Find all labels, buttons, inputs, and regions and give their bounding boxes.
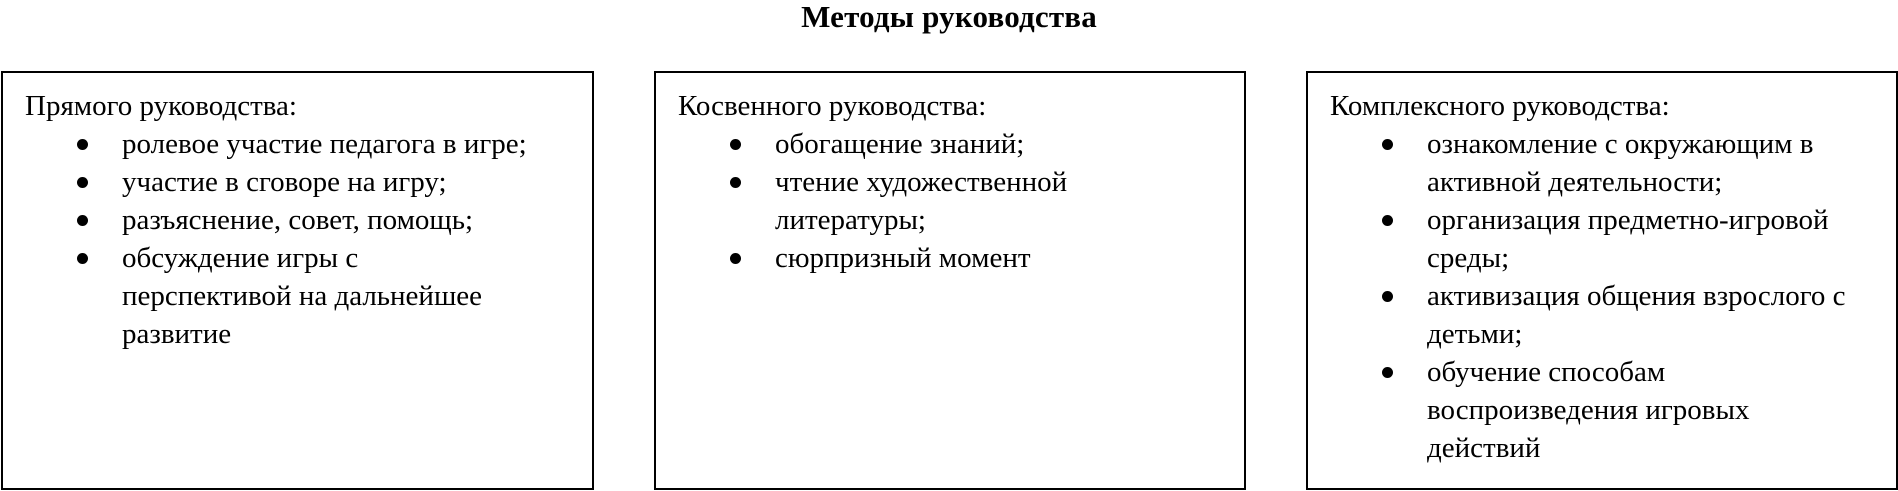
method-list [1330,125,1896,467]
box-direct-guidance [1,71,594,490]
list-item-text: организация предметно-игровой среды; [1427,204,1829,274]
bullet-icon [77,253,88,264]
box-complex-guidance [1306,71,1898,490]
method-list [678,125,1244,277]
list-item-text: сюрпризный момент [775,242,1031,274]
list-item-text: обучение способам воспроизведения игровых действий [1427,356,1750,464]
list-item [678,125,1244,163]
method-list [25,125,592,353]
list-item-text: разъяснение, совет, помощь; [122,204,474,236]
list-item [25,239,592,353]
list-item [678,239,1244,277]
box-heading: Комплексного руководства: [1330,90,1670,122]
box-heading: Прямого руководства: [25,90,297,122]
bullet-icon [730,253,741,264]
list-item-text: обсуждение игры с перспективой на дальнейшее развитие [122,242,483,350]
bullet-icon [730,139,741,150]
list-item-text: ролевое участие педагога в игре; [122,128,527,160]
list-item [1330,353,1896,467]
bullet-icon [1382,367,1393,378]
bullet-icon [1382,291,1393,302]
bullet-icon [1382,215,1393,226]
list-item-text: чтение художественной литературы; [775,166,1068,236]
bullet-icon [77,139,88,150]
bullet-icon [77,215,88,226]
list-item [1330,277,1896,353]
box-indirect-guidance [654,71,1246,490]
list-item-text: обогащение знаний; [775,128,1025,160]
list-item [25,201,592,239]
list-item-text: активизация общения взрослого с детьми; [1427,280,1846,350]
bullet-icon [77,177,88,188]
list-item [25,163,592,201]
list-item-text: участие в сговоре на игру; [122,166,447,198]
list-item [1330,201,1896,277]
bullet-icon [1382,139,1393,150]
bullet-icon [730,177,741,188]
list-item [25,125,592,163]
diagram-title: Методы руководства [801,0,1097,34]
box-heading: Косвенного руководства: [678,90,987,122]
list-item [678,163,1244,239]
list-item-text: ознакомление с окружающим в активной деятельности; [1427,128,1814,198]
list-item [1330,125,1896,201]
